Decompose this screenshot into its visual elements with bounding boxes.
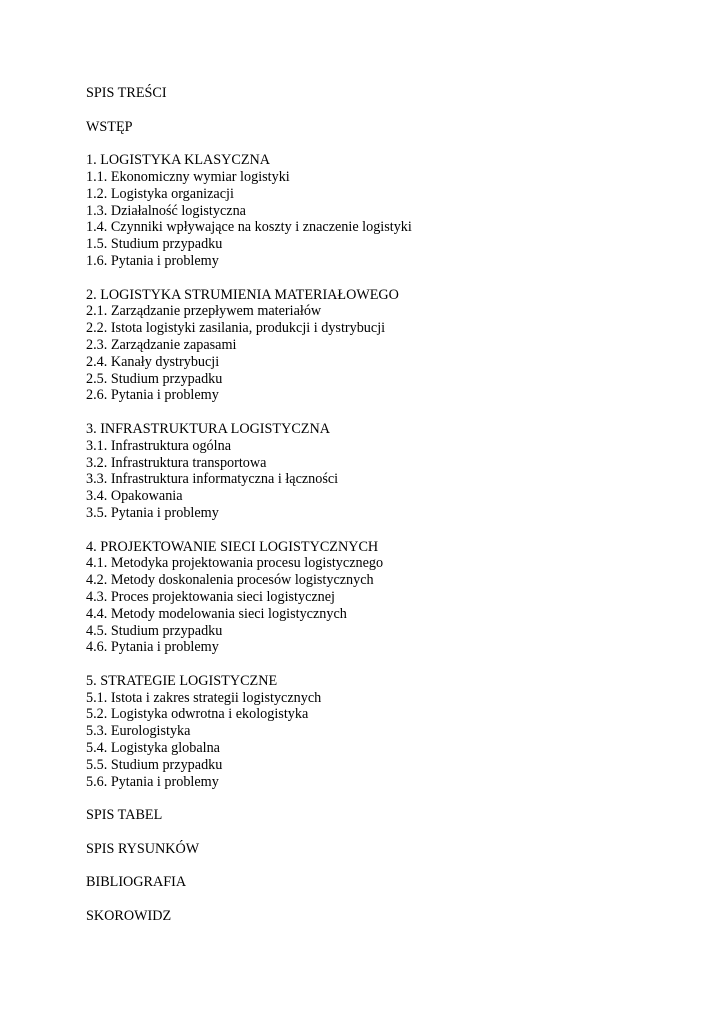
toc-item: 2.4. Kanały dystrybucji	[86, 353, 220, 370]
chapter-heading: 1. LOGISTYKA KLASYCZNA	[86, 152, 271, 169]
spacer	[86, 858, 686, 875]
toc-item: 5.4. Logistyka globalna	[86, 740, 220, 757]
chapter-4	[86, 539, 686, 657]
toc-item: 5.2. Logistyka odwrotna i ekologistyka	[86, 706, 309, 723]
toc-item: 3.5. Pytania i problemy	[86, 504, 219, 521]
document-page	[86, 85, 686, 925]
chapter-2	[86, 287, 686, 405]
toc-item: 1.2. Logistyka organizacji	[86, 185, 234, 202]
toc-item: 5.1. Istota i zakres strategii logistycznych	[86, 689, 322, 706]
toc-item: 4.1. Metodyka projektowania procesu logistycznego	[86, 555, 384, 572]
spacer	[86, 522, 686, 539]
list-of-figures-heading: SPIS RYSUNKÓW	[86, 840, 200, 857]
toc-item: 1.4. Czynniki wpływające na koszty i znaczenie logistyki	[86, 219, 412, 236]
toc-item: 4.3. Proces projektowania sieci logistycznej	[86, 588, 336, 605]
toc-title: SPIS TREŚCI	[86, 85, 167, 101]
toc-item: 4.2. Metody doskonalenia procesów logistycznych	[86, 572, 374, 589]
toc-item: 4.5. Studium przypadku	[86, 622, 223, 639]
toc-item: 1.5. Studium przypadku	[86, 236, 223, 253]
toc-item: 3.2. Infrastruktura transportowa	[86, 454, 267, 471]
toc-item: 1.6. Pytania i problemy	[86, 252, 219, 269]
chapter-heading: 4. PROJEKTOWANIE SIECI LOGISTYCZNYCH	[86, 538, 379, 555]
chapter-3	[86, 421, 686, 522]
spacer	[86, 656, 686, 673]
toc-item: 2.5. Studium przypadku	[86, 370, 223, 387]
spacer	[86, 824, 686, 841]
chapter-1	[86, 152, 686, 270]
toc-item: 3.3. Infrastruktura informatyczna i łączności	[86, 471, 339, 488]
spacer	[86, 102, 686, 119]
toc-item: 1.3. Działalność logistyczna	[86, 202, 246, 219]
toc-item: 2.6. Pytania i problemy	[86, 387, 219, 404]
spacer	[86, 891, 686, 908]
chapter-heading: 3. INFRASTRUKTURA LOGISTYCZNA	[86, 420, 330, 437]
toc-item: 3.1. Infrastruktura ogólna	[86, 437, 231, 454]
spacer	[86, 404, 686, 421]
toc-item: 2.3. Zarządzanie zapasami	[86, 336, 237, 353]
index-heading: SKOROWIDZ	[86, 908, 172, 925]
intro-heading: WSTĘP	[86, 118, 133, 135]
list-of-tables-heading: SPIS TABEL	[86, 807, 163, 824]
toc-item: 5.6. Pytania i problemy	[86, 773, 219, 790]
toc-item: 5.5. Studium przypadku	[86, 756, 223, 773]
spacer	[86, 790, 686, 807]
spacer	[86, 135, 686, 152]
toc-item: 4.4. Metody modelowania sieci logistycznych	[86, 605, 347, 622]
bibliography-heading: BIBLIOGRAFIA	[86, 874, 187, 891]
toc-item: 2.1. Zarządzanie przepływem materiałów	[86, 303, 322, 320]
toc-item: 2.2. Istota logistyki zasilania, produkcji i dystrybucji	[86, 320, 386, 337]
toc-item: 1.1. Ekonomiczny wymiar logistyki	[86, 168, 290, 185]
toc-item: 3.4. Opakowania	[86, 488, 183, 505]
chapter-5	[86, 673, 686, 791]
spacer	[86, 270, 686, 287]
toc-item: 4.6. Pytania i problemy	[86, 639, 219, 656]
chapter-heading: 2. LOGISTYKA STRUMIENIA MATERIAŁOWEGO	[86, 286, 399, 303]
toc-item: 5.3. Eurologistyka	[86, 723, 191, 740]
chapter-heading: 5. STRATEGIE LOGISTYCZNE	[86, 672, 278, 689]
